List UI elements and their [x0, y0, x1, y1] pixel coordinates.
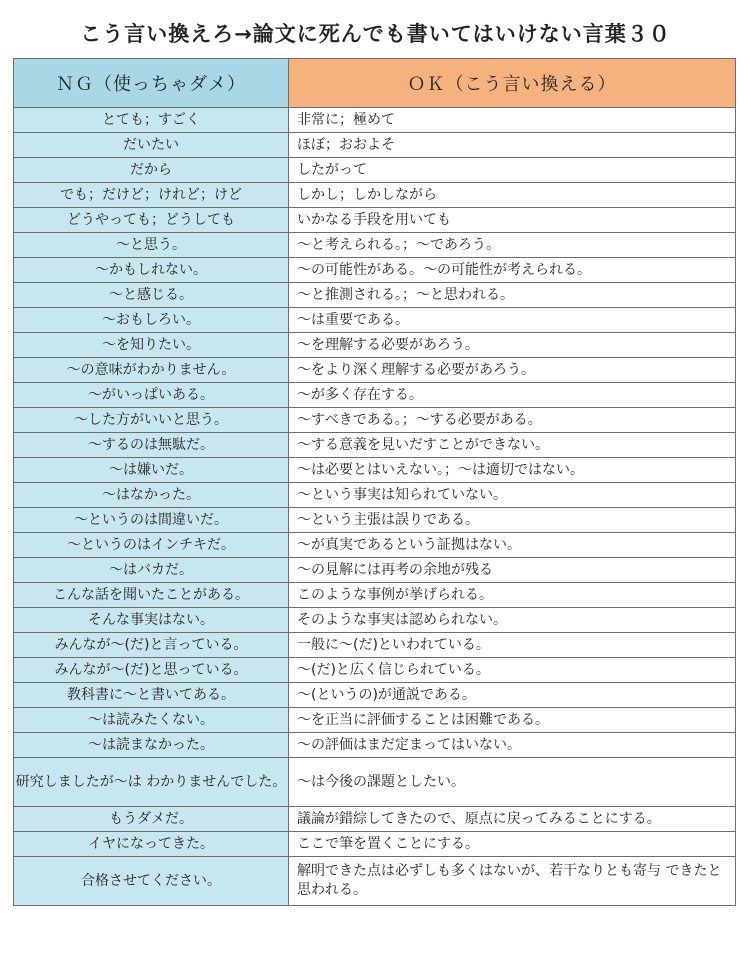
ng-phrase: だから	[14, 158, 289, 183]
table-row	[14, 857, 736, 906]
table-row	[14, 433, 736, 458]
table-row	[14, 208, 736, 233]
table-row	[14, 608, 736, 633]
ng-phrase: そんな事実はない。	[14, 608, 289, 633]
ok-phrase: 〜する意義を見いだすことができない。	[289, 433, 736, 458]
table-row	[14, 258, 736, 283]
table-row	[14, 233, 736, 258]
ng-phrase: 〜はバカだ。	[14, 558, 289, 583]
table-row	[14, 683, 736, 708]
ok-phrase: 〜という事実は知られていない。	[289, 483, 736, 508]
ok-phrase: 〜の見解には再考の余地が残る	[289, 558, 736, 583]
ng-phrase: でも；だけど；けれど；けど	[14, 183, 289, 208]
ng-phrase: もうダメだ。	[14, 807, 289, 832]
ng-phrase: 〜はなかった。	[14, 483, 289, 508]
ok-phrase: ほぼ；おおよそ	[289, 133, 736, 158]
ng-phrase: どうやっても；どうしても	[14, 208, 289, 233]
table-row	[14, 807, 736, 832]
ok-phrase: 〜が多く存在する。	[289, 383, 736, 408]
table-row	[14, 533, 736, 558]
table-row	[14, 633, 736, 658]
ng-phrase: 〜というのはインチキだ。	[14, 533, 289, 558]
ok-phrase: 一般に〜(だ)といわれている。	[289, 633, 736, 658]
ng-phrase: 〜は嫌いだ。	[14, 458, 289, 483]
ng-phrase: こんな話を聞いたことがある。	[14, 583, 289, 608]
table-row	[14, 832, 736, 857]
ok-column-header: ＯＫ（こう言い換える）	[289, 59, 736, 108]
ng-phrase: 〜するのは無駄だ。	[14, 433, 289, 458]
table-row	[14, 133, 736, 158]
ng-phrase: 〜というのは間違いだ。	[14, 508, 289, 533]
ng-phrase: 〜と感じる。	[14, 283, 289, 308]
table-row	[14, 483, 736, 508]
ng-phrase: 〜おもしろい。	[14, 308, 289, 333]
ok-phrase: このような事例が挙げられる。	[289, 583, 736, 608]
ng-phrase: イヤになってきた。	[14, 832, 289, 857]
ng-phrase: 〜は読みたくない。	[14, 708, 289, 733]
ok-phrase: 〜すべきである。；〜する必要がある。	[289, 408, 736, 433]
ok-phrase: 〜を理解する必要があろう。	[289, 333, 736, 358]
table-row	[14, 308, 736, 333]
ng-phrase: 〜した方がいいと思う。	[14, 408, 289, 433]
table-row	[14, 558, 736, 583]
ok-phrase: 〜の評価はまだ定まってはいない。	[289, 733, 736, 758]
table-row	[14, 458, 736, 483]
table-row	[14, 408, 736, 433]
table-row	[14, 383, 736, 408]
ok-phrase: 〜という主張は誤りである。	[289, 508, 736, 533]
ng-phrase: 〜の意味がわかりません。	[14, 358, 289, 383]
ok-phrase: 〜は今後の課題としたい。	[289, 758, 736, 807]
ok-phrase: 〜の可能性がある。〜の可能性が考えられる。	[289, 258, 736, 283]
ok-phrase: 議論が錯綜してきたので、原点に戻ってみることにする。	[289, 807, 736, 832]
ok-phrase: 〜(だ)と広く信じられている。	[289, 658, 736, 683]
ng-phrase: だいたい	[14, 133, 289, 158]
table-row	[14, 283, 736, 308]
ng-phrase: 〜がいっぱいある。	[14, 383, 289, 408]
table-row	[14, 758, 736, 807]
ng-phrase: 〜と思う。	[14, 233, 289, 258]
table-row	[14, 708, 736, 733]
ng-phrase: 〜を知りたい。	[14, 333, 289, 358]
ok-phrase: そのような事実は認められない。	[289, 608, 736, 633]
ok-phrase: 〜を正当に評価することは困難である。	[289, 708, 736, 733]
ng-column-header: ＮＧ（使っちゃダメ）	[14, 59, 289, 108]
ng-phrase: 教科書に〜と書いてある。	[14, 683, 289, 708]
ok-phrase: ここで筆を置くことにする。	[289, 832, 736, 857]
ok-phrase: 〜をより深く理解する必要があろう。	[289, 358, 736, 383]
ok-phrase: しかし；しかしながら	[289, 183, 736, 208]
ng-phrase: とても；すごく	[14, 108, 289, 133]
ng-phrase: 〜は読まなかった。	[14, 733, 289, 758]
ok-phrase: 〜(というの)が通説である。	[289, 683, 736, 708]
ok-phrase: 非常に；極めて	[289, 108, 736, 133]
header-row	[14, 59, 736, 108]
table-row	[14, 183, 736, 208]
table-row	[14, 158, 736, 183]
ok-phrase: 解明できた点は必ずしも多くはないが、若干なりとも寄与 できたと思われる。	[289, 857, 736, 906]
ng-phrase: みんなが〜(だ)と言っている。	[14, 633, 289, 658]
table-row	[14, 358, 736, 383]
table-row	[14, 108, 736, 133]
ng-phrase: 〜かもしれない。	[14, 258, 289, 283]
ng-phrase: 合格させてください。	[14, 857, 289, 906]
table-row	[14, 658, 736, 683]
ok-phrase: 〜と考えられる。；〜であろう。	[289, 233, 736, 258]
table-row	[14, 583, 736, 608]
ok-phrase: いかなる手段を用いても	[289, 208, 736, 233]
ok-phrase: 〜は必要とはいえない。；〜は適切ではない。	[289, 458, 736, 483]
ng-phrase: 研究しましたが〜は わかりませんでした。	[14, 758, 289, 807]
page-title: こう言い換えろ→論文に死んでも書いてはいけない言葉３０	[80, 22, 671, 46]
ok-phrase: 〜は重要である。	[289, 308, 736, 333]
table-row	[14, 508, 736, 533]
phrase-table	[13, 58, 736, 906]
ok-phrase: 〜が真実であるという証拠はない。	[289, 533, 736, 558]
phrase-table-container	[13, 58, 736, 906]
ng-phrase: みんなが〜(だ)と思っている。	[14, 658, 289, 683]
ok-phrase: 〜と推測される。；〜と思われる。	[289, 283, 736, 308]
table-row	[14, 733, 736, 758]
table-row	[14, 333, 736, 358]
ok-phrase: したがって	[289, 158, 736, 183]
